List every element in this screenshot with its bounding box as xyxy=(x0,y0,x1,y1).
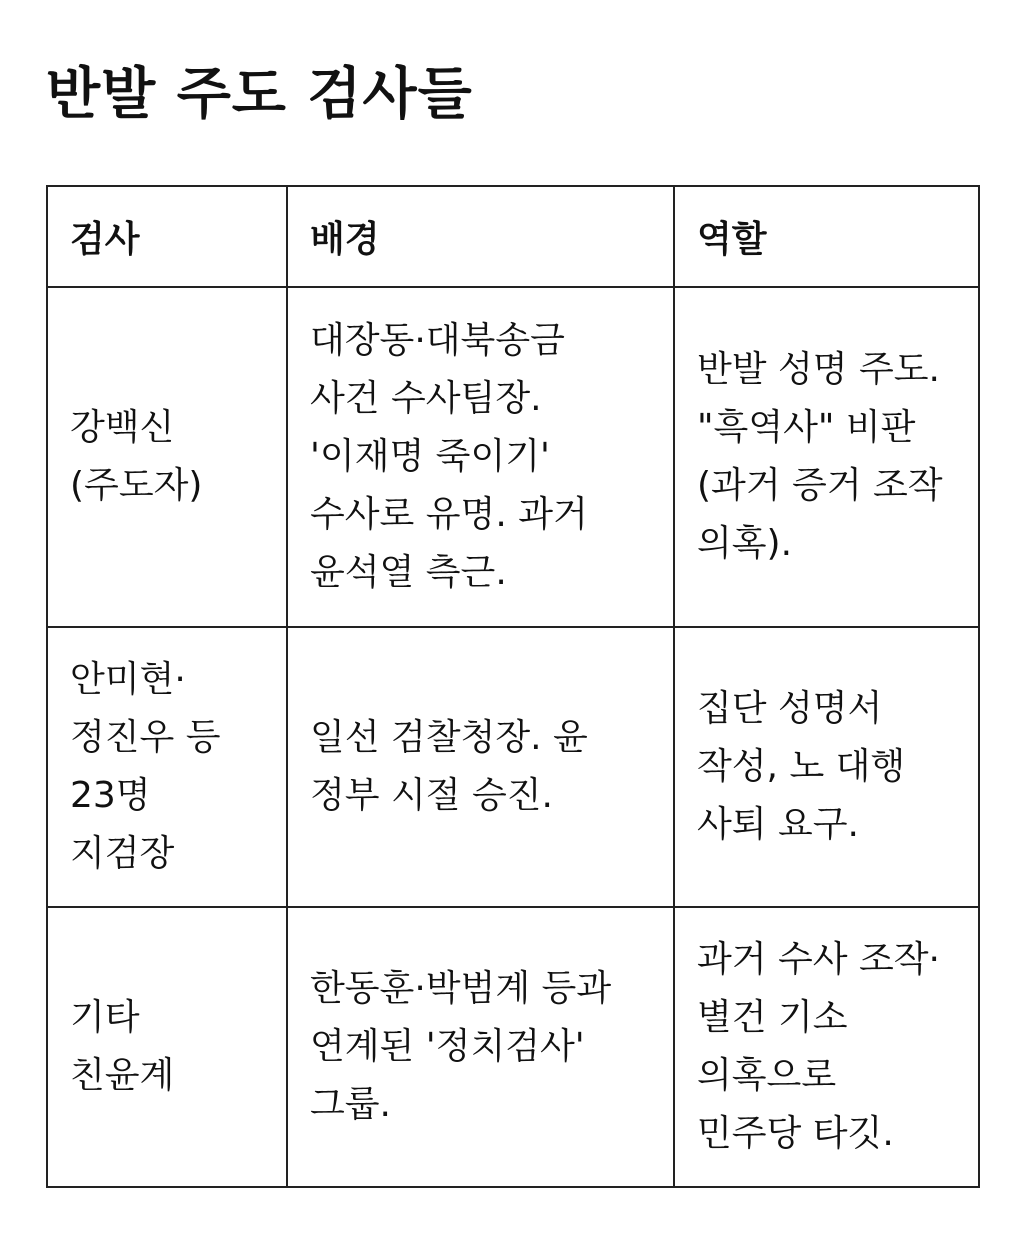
cell-role xyxy=(674,287,979,627)
cell-line: 민주당 타깃. xyxy=(697,1113,894,1154)
page-title: 반발 주도 검사들 xyxy=(46,62,473,127)
cell-line: 일선 검찰청장. 윤 xyxy=(310,717,588,758)
cell-line: 친윤계 xyxy=(70,1055,175,1096)
cell-line: '이재명 죽이기' xyxy=(310,436,550,477)
cell-line: 기타 xyxy=(70,997,140,1038)
cell-line: 정부 시절 승진. xyxy=(310,775,553,816)
table-header-row xyxy=(47,186,979,287)
cell-line: 그룹. xyxy=(310,1084,391,1125)
cell-line: 한동훈·박범계 등과 xyxy=(310,968,612,1009)
table-row xyxy=(47,627,979,907)
cell-line: 사퇴 요구. xyxy=(697,804,859,845)
cell-role xyxy=(674,907,979,1187)
table-row xyxy=(47,287,979,627)
cell-line: 의혹으로 xyxy=(697,1055,837,1096)
cell-line: (주도자) xyxy=(70,465,203,506)
header-prosecutor: 검사 xyxy=(47,186,287,287)
table-row xyxy=(47,907,979,1187)
cell-line: 의혹). xyxy=(697,523,793,564)
cell-line: 수사로 유명. 과거 xyxy=(310,494,588,535)
cell-line: 안미현· xyxy=(70,659,186,700)
cell-line: 별건 기소 xyxy=(697,997,848,1038)
cell-role xyxy=(674,627,979,907)
cell-background xyxy=(287,627,674,907)
cell-line: 반발 성명 주도. xyxy=(697,349,940,390)
cell-line: 윤석열 측근. xyxy=(310,552,507,593)
header-role: 역할 xyxy=(674,186,979,287)
cell-line: 과거 수사 조작· xyxy=(697,939,940,980)
cell-background xyxy=(287,907,674,1187)
cell-prosecutor xyxy=(47,287,287,627)
cell-line: 강백신 xyxy=(70,407,175,448)
header-background: 배경 xyxy=(287,186,674,287)
cell-prosecutor xyxy=(47,627,287,907)
cell-line: 정진우 등 xyxy=(70,717,221,758)
cell-line: 지검장 xyxy=(70,833,175,874)
cell-background xyxy=(287,287,674,627)
cell-prosecutor xyxy=(47,907,287,1187)
cell-line: 사건 수사팀장. xyxy=(310,378,542,419)
cell-line: 대장동·대북송금 xyxy=(310,320,565,361)
cell-line: 연계된 '정치검사' xyxy=(310,1026,585,1067)
cell-line: "흑역사" 비판 xyxy=(697,407,916,448)
cell-line: 집단 성명서 xyxy=(697,688,883,729)
cell-line: (과거 증거 조작 xyxy=(697,465,943,506)
cell-line: 23명 xyxy=(70,775,151,816)
cell-line: 작성, 노 대행 xyxy=(697,746,906,787)
prosecutors-table xyxy=(46,185,980,1188)
